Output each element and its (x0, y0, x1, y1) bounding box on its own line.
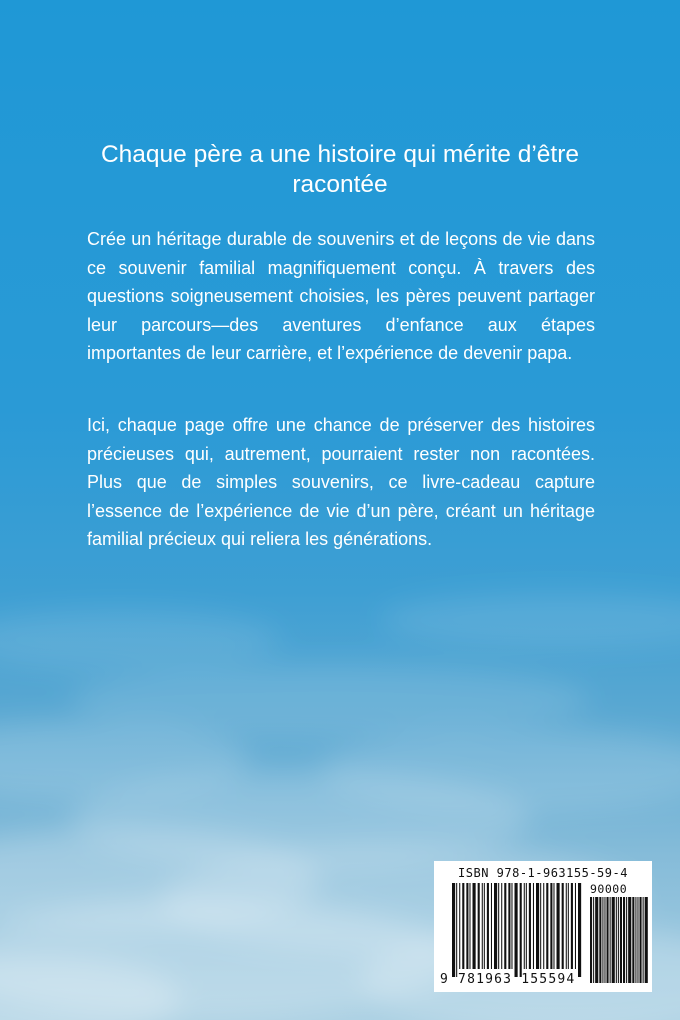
barcode-bar (553, 883, 554, 969)
barcode-bar (595, 897, 598, 983)
barcode-bar (562, 883, 564, 969)
addon-price-code: 90000 (590, 882, 628, 896)
barcode-bar (456, 883, 457, 977)
barcode-bar (515, 883, 518, 977)
isbn-label: ISBN 978-1-963155-59-4 (458, 866, 628, 880)
barcode-bar (612, 897, 615, 983)
barcode-bar (469, 883, 470, 969)
barcode-bar (575, 883, 576, 969)
barcode-bar (635, 897, 636, 983)
description-paragraph-1: Crée un héritage durable de souvenirs et de leçons de vie dans ce souvenir familial magnifiquement conçu. À travers des questions soigneusement choisies, les pères peuvent partager leur parcours—des aventures d’enfance aux étapes importantes de leur carrière, et l’expérience de devenir papa. (87, 229, 595, 363)
back-cover-title: Chaque père a une histoire qui mérite d’être racontée (100, 141, 580, 198)
barcode-bar (607, 897, 609, 983)
barcode-bar (645, 897, 648, 983)
barcode-bar (501, 883, 502, 969)
barcode-bar (524, 883, 525, 969)
barcode-bar (484, 883, 485, 969)
barcode-bar (616, 897, 617, 983)
barcode-bar (628, 897, 631, 983)
barcode-bar (620, 897, 622, 983)
barcode-bar (508, 883, 510, 969)
barcode-bar (557, 883, 560, 969)
barcode-bar (578, 883, 581, 977)
barcode-bar (643, 897, 644, 983)
barcode-bar (610, 897, 611, 983)
barcode-bar (536, 883, 539, 969)
barcode-bar (543, 883, 544, 969)
barcode-bar (452, 883, 455, 977)
barcode-bar (602, 897, 603, 983)
barcode-bar (568, 883, 569, 969)
barcode-bar (626, 897, 627, 983)
barcode-bar (494, 883, 497, 969)
barcode-bar (637, 897, 638, 983)
barcode-bar (571, 883, 573, 969)
barcode-bar (459, 883, 460, 969)
ean-digits: 9 781963 155594 (440, 972, 576, 987)
barcode-bar (604, 897, 605, 983)
barcode-bar (550, 883, 552, 969)
barcode-bar (462, 883, 464, 969)
barcode-bar (478, 883, 480, 969)
barcode-bar (593, 897, 594, 983)
barcode-bar (482, 883, 483, 969)
barcode-bar (526, 883, 527, 969)
barcode-bar (566, 883, 567, 969)
barcode-bar (529, 883, 531, 969)
barcode-bar (473, 883, 476, 969)
barcode-bar (520, 883, 522, 977)
description-paragraph-2: Ici, chaque page offre une chance de préserver des histoires précieuses qui, autrement, pourraient rester non racontées. Plus que de simples souvenirs, ce livre-cadeau capture l’essence de l’expérience de vie d’un père, créant un héritage familial précieux qui reliera les générations. (87, 415, 595, 549)
barcode-bar (533, 883, 534, 969)
barcode-bar (504, 883, 506, 969)
barcode-bar (632, 897, 634, 983)
barcode-bar (540, 883, 541, 969)
barcode-bar (599, 897, 601, 983)
barcode-bar (511, 883, 512, 969)
barcode-bar (640, 897, 642, 983)
isbn-barcode (434, 861, 652, 992)
barcode-bar (623, 897, 625, 983)
barcode-bar (546, 883, 548, 969)
barcode-bar (487, 883, 489, 969)
barcode-bar (618, 897, 619, 983)
barcode-bar (466, 883, 468, 969)
barcode-bar (491, 883, 492, 969)
barcode-bar (498, 883, 499, 969)
barcode-bar (590, 897, 592, 983)
